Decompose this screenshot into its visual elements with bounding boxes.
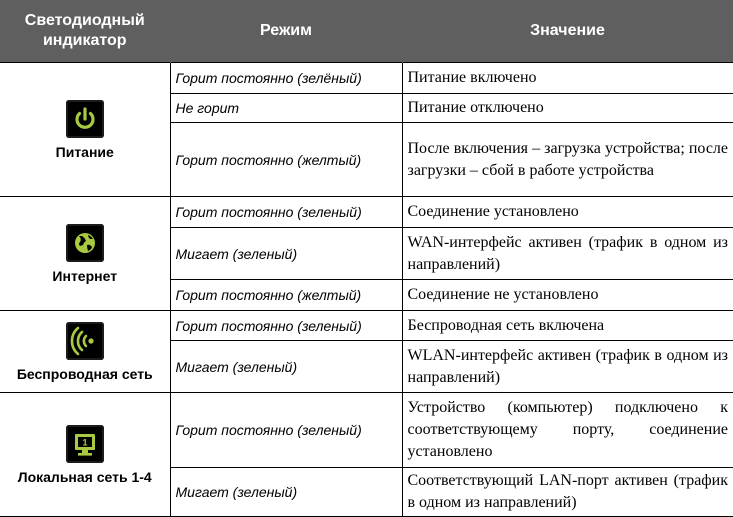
mode-cell: Мигает (зеленый) [170,228,402,280]
mode-cell: Горит постоянно (желтый) [170,280,402,311]
header-mode: Режим [170,0,402,63]
value-cell: WAN-интерфейс активен (трафик в одном из направлений) [402,228,733,280]
globe-icon [66,224,104,262]
indicator-label: Локальная сеть 1-4 [17,468,152,485]
value-cell: Соответствующий LAN-порт активен (трафик в одном из направлений) [402,468,733,517]
value-cell: Соединение не установлено [402,280,733,311]
lan-port-number: 1 [82,437,88,447]
indicator-label: Питание [55,143,114,160]
indicator-label: Беспроводная сеть [16,365,153,382]
mode-cell: Мигает (зеленый) [170,341,402,393]
mode-cell: Горит постоянно (желтый) [170,123,402,197]
mode-cell: Мигает (зеленый) [170,468,402,517]
header-row [0,0,733,63]
value-cell: Питание отключено [402,94,733,123]
value-cell: После включения – загрузка устройства; после загрузки – сбой в работе устройства [402,123,733,197]
header-value: Значение [402,0,733,63]
table-row [0,63,733,94]
mode-cell: Горит постоянно (зелёный) [170,63,402,94]
mode-cell: Горит постоянно (зеленый) [170,311,402,341]
indicator-cell-wireless [0,311,170,393]
value-cell: Устройство (компьютер) подключено к соответствующему порту, соединение установлено [402,393,733,468]
table-row [0,197,733,228]
mode-cell: Горит постоянно (зеленый) [170,393,402,468]
mode-cell: Не горит [170,94,402,123]
table-row [0,311,733,341]
mode-cell: Горит постоянно (зеленый) [170,197,402,228]
power-icon [66,100,104,138]
indicator-cell-power [0,63,170,197]
lan-monitor-icon [66,425,104,463]
wireless-icon [66,322,104,360]
indicator-cell-internet [0,197,170,311]
header-indicator: Светодиодный индикатор [0,0,170,63]
value-cell: Соединение установлено [402,197,733,228]
indicator-cell-lan [0,393,170,517]
value-cell: WLAN-интерфейс активен (трафик в одном из направлений) [402,341,733,393]
table-row [0,393,733,468]
value-cell: Беспроводная сеть включена [402,311,733,341]
value-cell: Питание включено [402,63,733,94]
indicator-label: Интернет [52,267,118,284]
